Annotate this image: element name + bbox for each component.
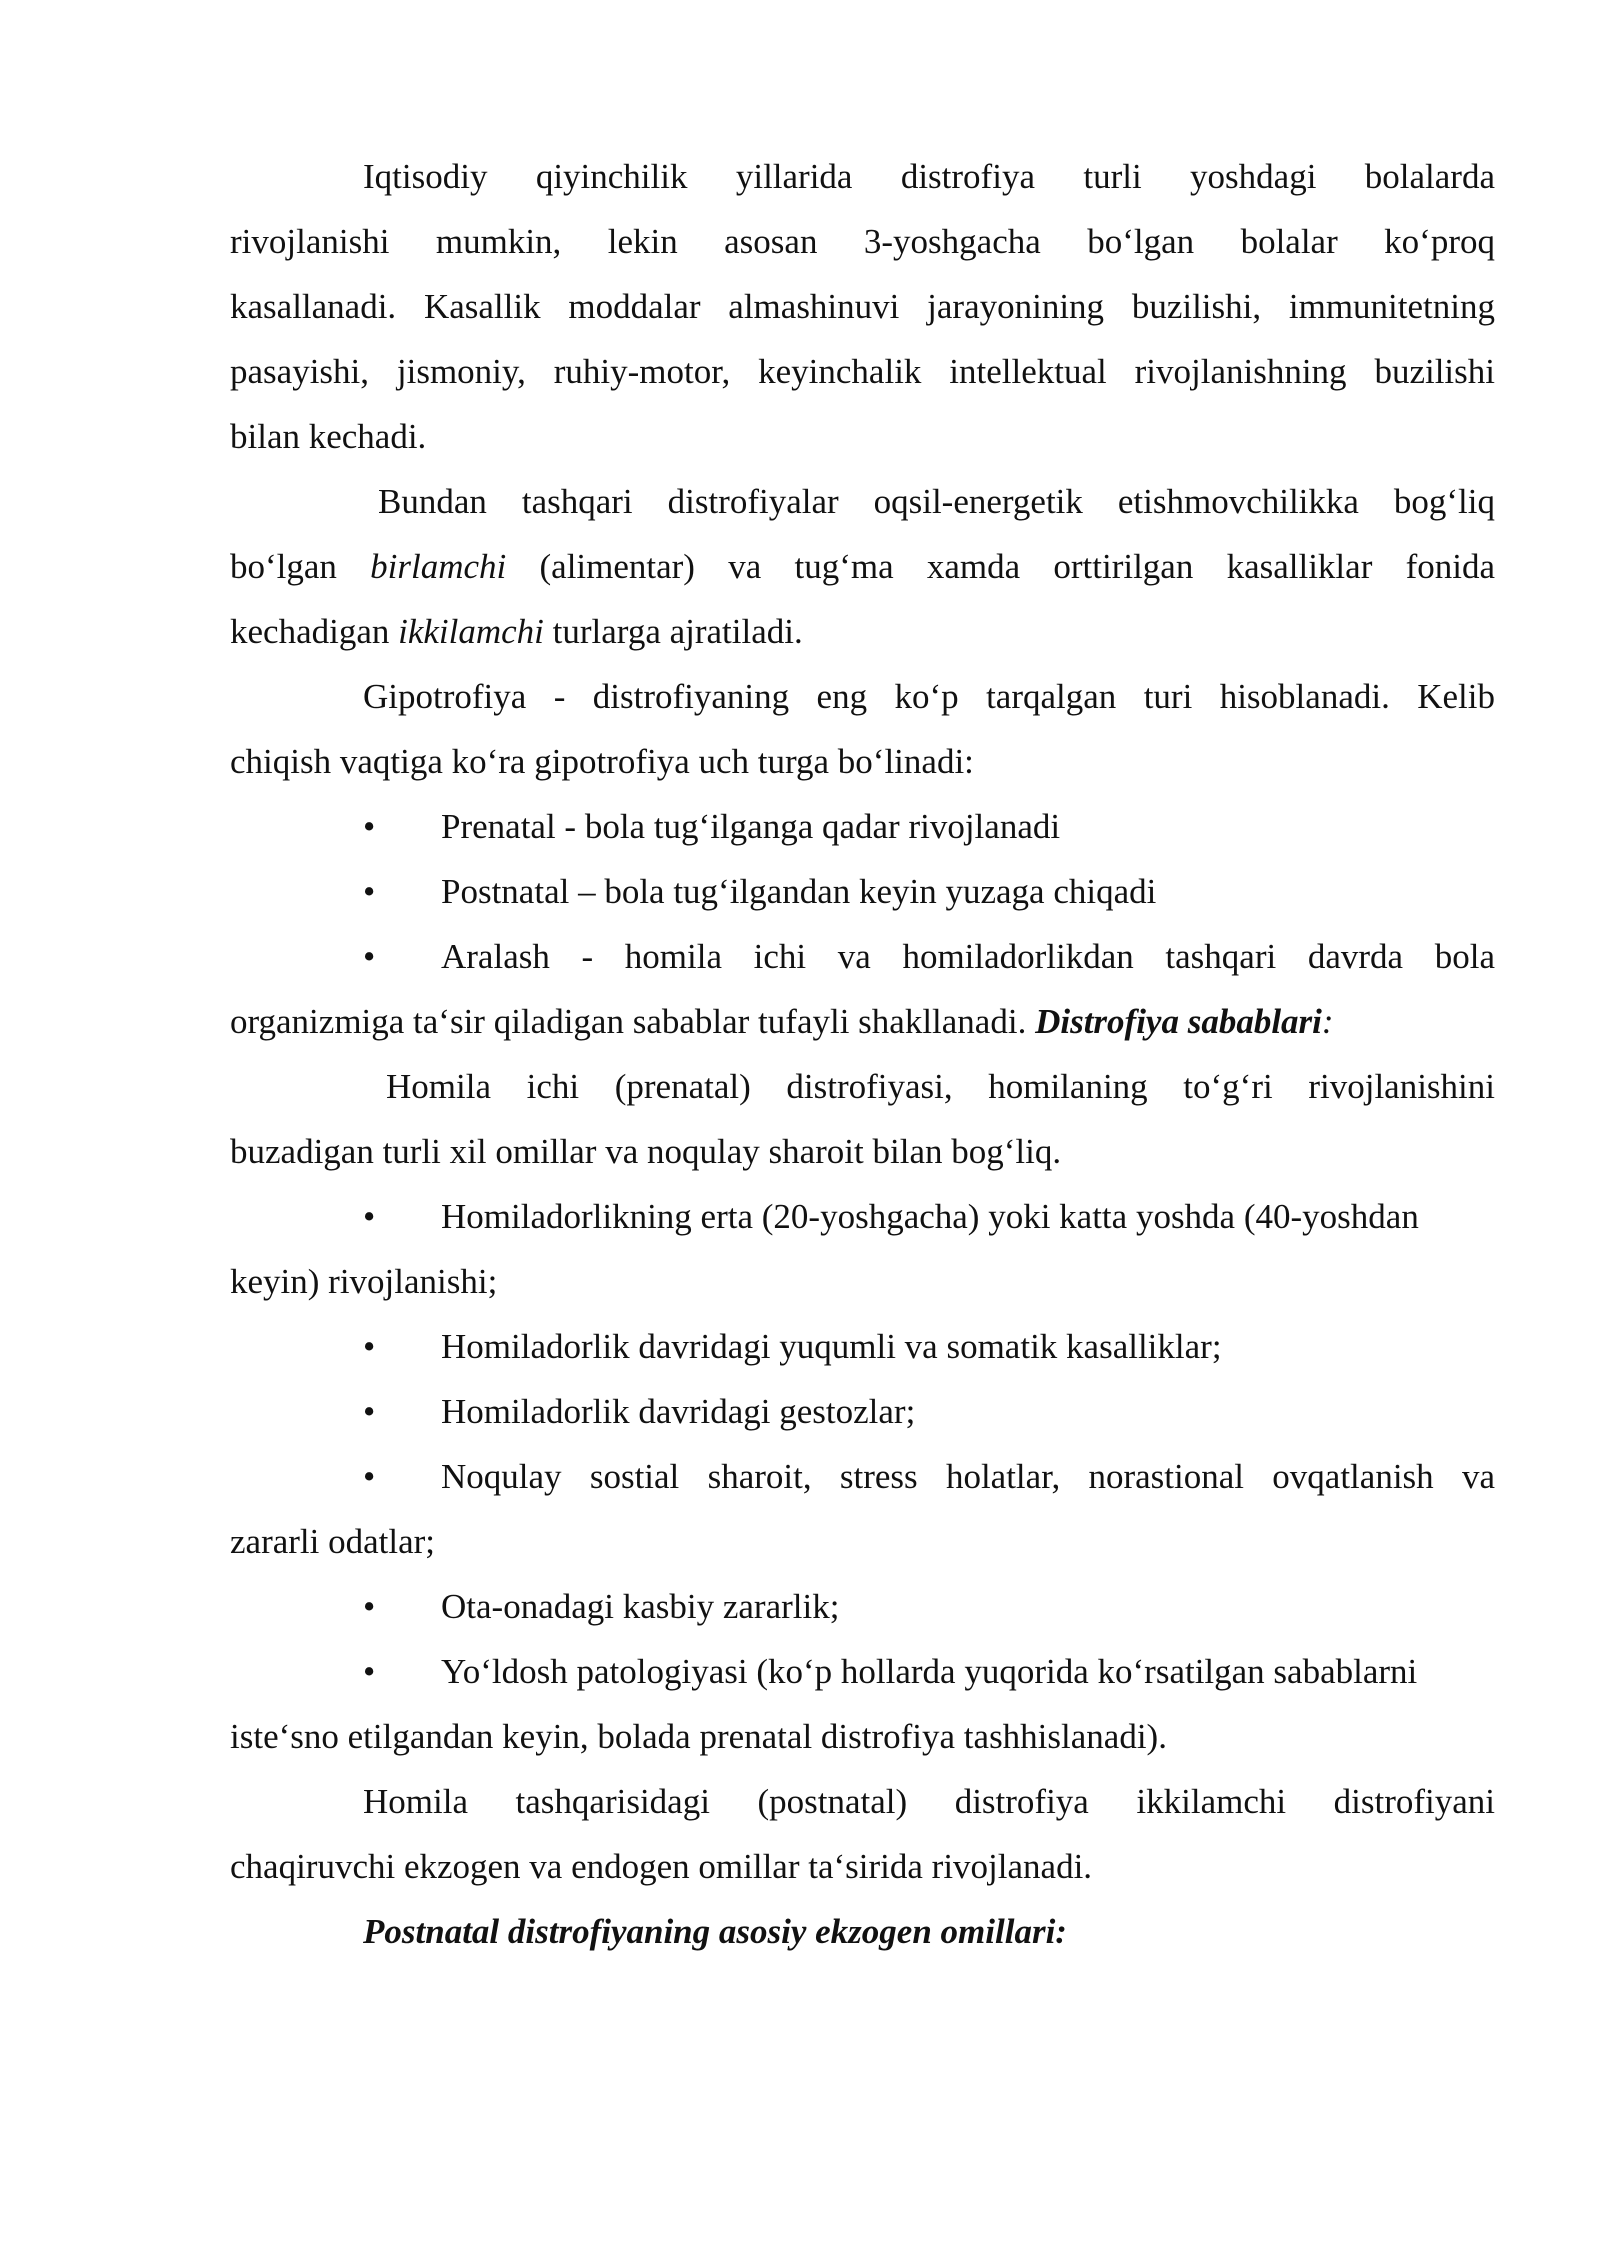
paragraph-1-line-1: Iqtisodiy qiyinchilik yillarida distrofiya turli yoshdagi bolalarda: [363, 157, 1495, 196]
paragraph-2-line-2: [230, 545, 1495, 589]
text-run: (alimentar) va tug‘ma xamda orttirilgan kasalliklar fonida: [506, 547, 1495, 586]
italic-term-birlamchi: birlamchi: [370, 547, 507, 586]
paragraph-4-line-2: buzadigan turli xil omillar va noqulay sharoit bilan bog‘liq.: [230, 1132, 1062, 1171]
bullet-icon: •: [363, 1392, 376, 1431]
paragraph-3-line-2: chiqish vaqtiga ko‘ra gipotrofiya uch turga bo‘linadi:: [230, 742, 974, 781]
list-item: [363, 1455, 1495, 1499]
paragraph-3-line-1: Gipotrofiya - distrofiyaning eng ko‘p tarqalgan turi hisoblanadi. Kelib: [363, 677, 1495, 716]
bullet-icon: •: [363, 872, 376, 911]
list-item-text: Homiladorlik davridagi gestozlar;: [441, 1392, 916, 1431]
text-run: bo‘lgan: [230, 547, 371, 586]
list-item-text: Aralash - homila ichi va homiladorlikdan tashqari davrda bola: [441, 937, 1495, 976]
list-item-text: Prenatal - bola tug‘ilganga qadar rivojlanadi: [441, 807, 1061, 846]
bullet-icon: •: [363, 1457, 376, 1496]
text-run: turlarga ajratiladi.: [543, 612, 803, 651]
text-run: kechadigan: [230, 612, 399, 651]
paragraph-5-line-2: chaqiruvchi ekzogen va endogen omillar ta‘sirida rivojlanadi.: [230, 1847, 1093, 1886]
bullet-icon: •: [363, 1587, 376, 1626]
bullet-icon: •: [363, 1197, 376, 1236]
text-run: organizmiga ta‘sir qiladigan sabablar tufayli shakllanadi.: [230, 1002, 1036, 1041]
list-item: [363, 1325, 1495, 1369]
list-item-text: Yo‘ldosh patologiyasi (ko‘p hollarda yuqorida ko‘rsatilgan sabablarni: [441, 1652, 1418, 1691]
list-item: [363, 1585, 1495, 1629]
bold-italic-heading-distrofiya-sabablari: Distrofiya sabablari: [1035, 1002, 1322, 1041]
list-item-text: Noqulay sostial sharoit, stress holatlar, norastional ovqatlanish va: [441, 1457, 1495, 1496]
paragraph-1-line-5: bilan kechadi.: [230, 417, 427, 456]
list-item: [363, 870, 1495, 914]
list-item: [363, 1390, 1495, 1434]
section-heading: [363, 1910, 1495, 1954]
paragraph-2-line-1: Bundan tashqari distrofiyalar oqsil-energetik etishmovchilikka bog‘liq: [378, 482, 1495, 521]
list-item: [363, 1195, 1495, 1239]
list-item-text: Postnatal – bola tug‘ilgandan keyin yuzaga chiqadi: [441, 872, 1157, 911]
bullet-icon: •: [363, 807, 376, 846]
list-item-continuation: iste‘sno etilgandan keyin, bolada prenatal distrofiya tashhislanadi).: [230, 1717, 1167, 1756]
list-item: [363, 935, 1495, 979]
heading-text: Postnatal distrofiyaning asosiy ekzogen omillari:: [363, 1912, 1067, 1951]
bullet-icon: •: [363, 1327, 376, 1366]
list-item-text: Homiladorlik davridagi yuqumli va somatik kasalliklar;: [441, 1327, 1222, 1366]
list-item-text: Homiladorlikning erta (20-yoshgacha) yoki katta yoshda (40-yoshdan: [441, 1197, 1419, 1236]
list-item-continuation: keyin) rivojlanishi;: [230, 1262, 498, 1301]
paragraph-1-line-4: pasayishi, jismoniy, ruhiy-motor, keyinchalik intellektual rivojlanishning buzilishi: [230, 352, 1495, 391]
paragraph-2-line-3: [230, 610, 1495, 654]
list-item-continuation: zararli odatlar;: [230, 1522, 436, 1561]
text-run: :: [1321, 1002, 1334, 1041]
paragraph-4-line-1: Homila ichi (prenatal) distrofiyasi, homilaning to‘g‘ri rivojlanishini: [386, 1067, 1495, 1106]
paragraph-1-line-2: rivojlanishi mumkin, lekin asosan 3-yoshgacha bo‘lgan bolalar ko‘proq: [230, 222, 1495, 261]
paragraph-5-line-1: Homila tashqarisidagi (postnatal) distrofiya ikkilamchi distrofiyani: [363, 1782, 1495, 1821]
list-item: [363, 1650, 1508, 1694]
list-item-continuation: [230, 1000, 1495, 1044]
list-item-text: Ota-onadagi kasbiy zararlik;: [441, 1587, 840, 1626]
paragraph-1-line-3: kasallanadi. Kasallik moddalar almashinuvi jarayonining buzilishi, immunitetning: [230, 287, 1495, 326]
bullet-icon: •: [363, 937, 376, 976]
bullet-icon: •: [363, 1652, 376, 1691]
list-item: [363, 805, 1495, 849]
italic-term-ikkilamchi: ikkilamchi: [398, 612, 544, 651]
